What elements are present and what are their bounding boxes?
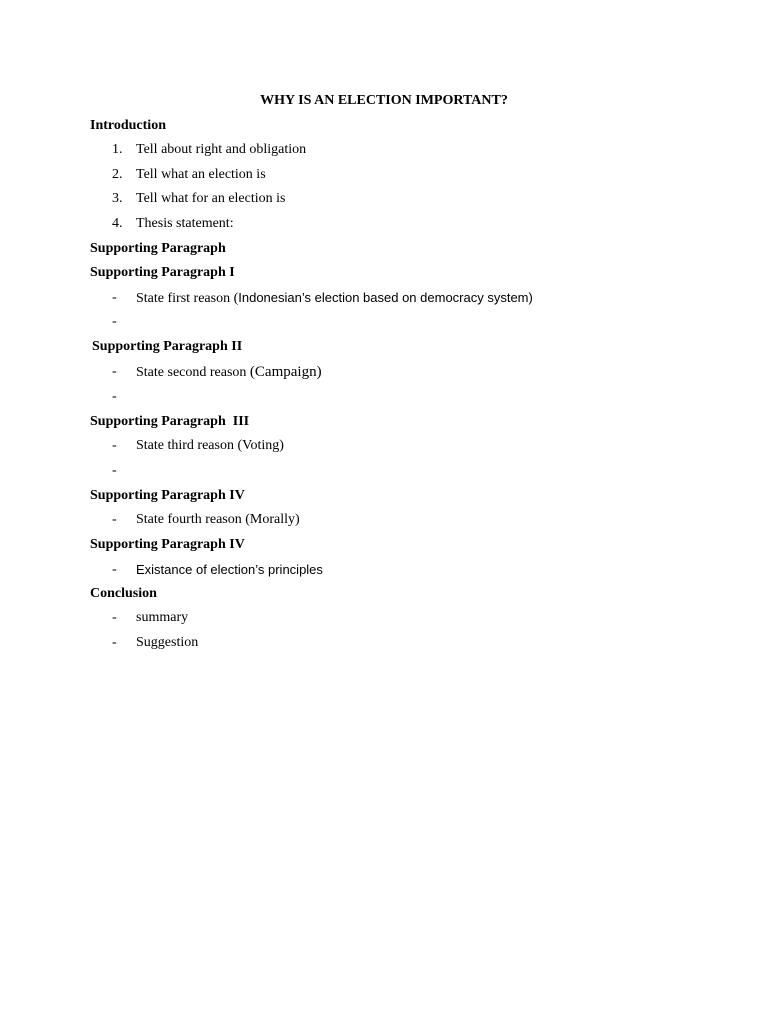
list-item-text: Tell about right and obligation bbox=[136, 142, 307, 157]
list-item-text-part: State second reason bbox=[136, 365, 250, 380]
list-marker: 1. bbox=[112, 142, 123, 157]
list-marker: - bbox=[112, 364, 117, 379]
heading-supporting-paragraph-3: Supporting Paragraph III bbox=[90, 414, 250, 429]
list-marker: 4. bbox=[112, 216, 123, 231]
list-marker: 2. bbox=[112, 167, 123, 182]
list-marker: - bbox=[112, 562, 117, 577]
list-marker: - bbox=[112, 314, 117, 329]
list-item-text-part: State first reason ( bbox=[136, 291, 239, 306]
list-marker: - bbox=[112, 290, 117, 305]
heading-supporting-paragraph: Supporting Paragraph bbox=[90, 241, 226, 256]
heading-supporting-paragraph-4b: Supporting Paragraph IV bbox=[90, 537, 245, 552]
list-marker: - bbox=[112, 389, 117, 404]
list-item-text: Thesis statement: bbox=[136, 216, 234, 231]
list-item-text: State fourth reason (Morally) bbox=[136, 512, 300, 527]
list-item-text-part: Indonesian’s election based on democracy system) bbox=[238, 290, 533, 305]
list-marker: - bbox=[112, 438, 117, 453]
list-marker: - bbox=[112, 610, 117, 625]
list-marker: - bbox=[112, 463, 117, 478]
list-marker: - bbox=[112, 635, 117, 650]
list-item-text: Tell what an election is bbox=[136, 167, 266, 182]
heading-supporting-paragraph-4: Supporting Paragraph IV bbox=[90, 488, 245, 503]
list-item-text-part: (Campaign) bbox=[249, 364, 322, 380]
list-item-text bbox=[136, 364, 322, 381]
heading-introduction: Introduction bbox=[90, 118, 166, 133]
list-item-text bbox=[136, 290, 533, 307]
list-item-text: Tell what for an election is bbox=[136, 191, 286, 206]
list-marker: 3. bbox=[112, 191, 123, 206]
list-marker: - bbox=[112, 512, 117, 527]
heading-supporting-paragraph-2: Supporting Paragraph II bbox=[92, 339, 243, 354]
list-item-text: summary bbox=[136, 610, 189, 625]
heading-supporting-paragraph-1: Supporting Paragraph I bbox=[90, 265, 235, 280]
list-item-text: Suggestion bbox=[136, 635, 199, 650]
list-item-text: State third reason (Voting) bbox=[136, 438, 284, 453]
list-item-text: Existance of election’s principles bbox=[136, 562, 323, 577]
document-title: WHY IS AN ELECTION IMPORTANT? bbox=[260, 93, 508, 108]
heading-conclusion: Conclusion bbox=[90, 586, 157, 601]
